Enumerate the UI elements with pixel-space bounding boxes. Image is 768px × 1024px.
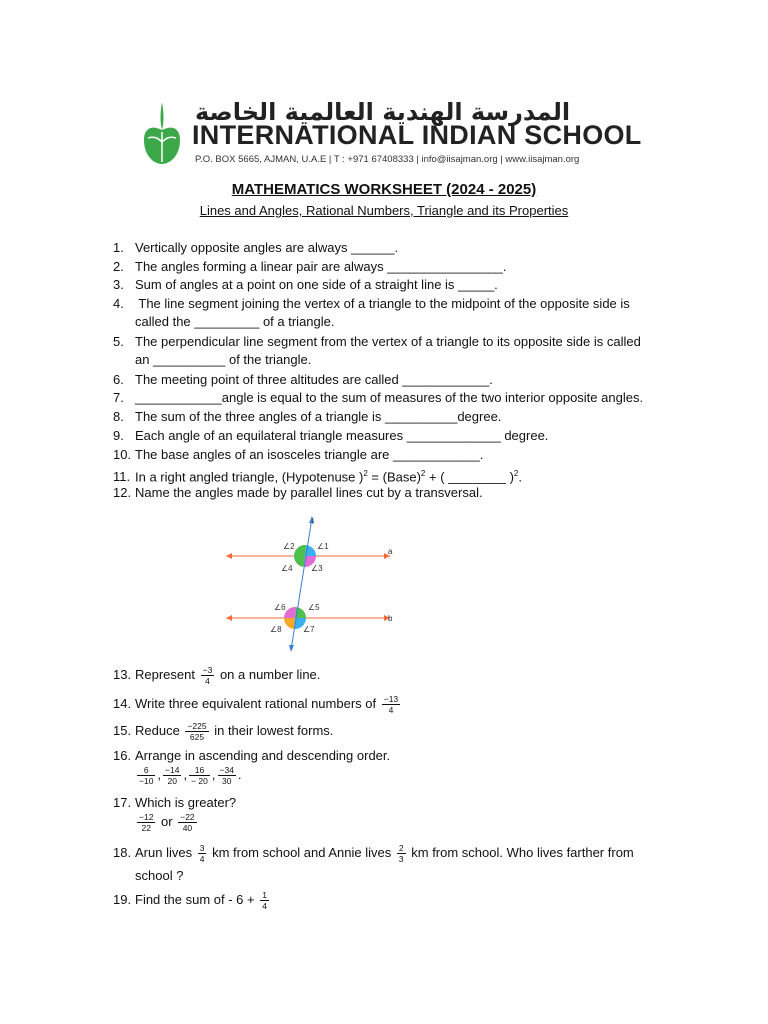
question-13: 13. Represent $\frac{-3}{4}$ on a number line. bbox=[113, 665, 321, 686]
question-15: 15. Reduce $\frac{-225}{625}$ in their lowest forms. bbox=[113, 721, 334, 742]
fraction: $\frac{-3}{4}$ bbox=[202, 665, 213, 686]
question-10: 10. The base angles of an isosceles triangle are ____________. bbox=[113, 447, 484, 462]
angle-label-7: ∠7 bbox=[303, 625, 315, 634]
question-16-fractions: $\frac{6}{-10}$ , $\frac{-14}{20}$ , $\frac{16}{- 20}$ , $\frac{-34}{30}$ . bbox=[139, 765, 242, 786]
angle-label-1: ∠1 bbox=[317, 542, 329, 551]
question-1: 1. Vertically opposite angles are always ______. bbox=[113, 240, 399, 255]
question-4: 4. The line segment joining the vertex of a triangle to the midpoint of the opposite side is called the _________ of a triangle. bbox=[113, 296, 630, 329]
school-header bbox=[140, 98, 640, 168]
school-name: INTERNATIONAL INDIAN SCHOOL bbox=[192, 120, 642, 150]
question-11: 11. In a right angled triangle, (Hypotenuse )$^2$ = (Base)$^2$ + ( ________ )$^2$. bbox=[113, 469, 522, 485]
fraction: $\frac{-34}{30}$ bbox=[219, 765, 234, 786]
question-8: 8. The sum of the three angles of a triangle is __________degree. bbox=[113, 409, 502, 424]
question-12: 12. Name the angles made by parallel lines cut by a transversal. bbox=[113, 485, 483, 500]
school-name-arabic: المدرسة الهندية العالمية الخاصة bbox=[195, 98, 571, 126]
fraction: $\frac{16}{- 20}$ bbox=[191, 765, 208, 786]
worksheet-subtitle: Lines and Angles, Rational Numbers, Triangle and its Properties bbox=[199, 203, 569, 218]
arrow-left-icon bbox=[226, 615, 232, 621]
question-9: 9. Each angle of an equilateral triangle measures _____________ degree. bbox=[113, 428, 549, 443]
question-3: 3. Sum of angles at a point on one side of a straight line is _____. bbox=[113, 277, 498, 292]
arrow-left-icon bbox=[226, 553, 232, 559]
fraction: $\frac{-12}{22}$ bbox=[139, 812, 154, 833]
fraction: $\frac{2}{3}$ bbox=[398, 843, 404, 864]
fraction: $\frac{6}{-10}$ bbox=[139, 765, 154, 786]
angle-label-5: ∠5 bbox=[308, 603, 320, 612]
fraction: $\frac{1}{4}$ bbox=[262, 890, 267, 911]
school-logo-icon bbox=[140, 100, 184, 166]
question-5: 5. The perpendicular line segment from the vertex of a triangle to its opposite side is called an __________ of the triangle. bbox=[113, 334, 641, 367]
question-6: 6. The meeting point of three altitudes are called ____________. bbox=[113, 372, 493, 387]
fraction: $\frac{3}{4}$ bbox=[199, 843, 205, 864]
arrow-down-icon bbox=[289, 645, 294, 652]
question-17-fractions: $\frac{-12}{22}$ or $\frac{-22}{40}$ bbox=[139, 812, 195, 833]
question-18-continued: school ? bbox=[135, 868, 184, 883]
angle-label-4: ∠4 bbox=[281, 564, 293, 573]
question-16: 16. Arrange in ascending and descending order. bbox=[113, 748, 391, 763]
question-19: 19. Find the sum of - 6 + $\frac{1}{4}$ bbox=[113, 890, 267, 911]
angle-label-3: ∠3 bbox=[311, 564, 323, 573]
question-2: 2. The angles forming a linear pair are always ________________. bbox=[113, 259, 507, 274]
angle-label-2: ∠2 bbox=[283, 542, 295, 551]
fraction: $\frac{-13}{4}$ bbox=[383, 694, 399, 715]
fraction: $\frac{-14}{20}$ bbox=[165, 765, 180, 786]
worksheet-title: MATHEMATICS WORKSHEET (2024 - 2025) bbox=[231, 181, 537, 198]
angle-label-6: ∠6 bbox=[274, 603, 286, 612]
label-a: a bbox=[388, 547, 393, 556]
angle-label-8: ∠8 bbox=[270, 625, 282, 634]
label-b: b bbox=[388, 614, 393, 623]
question-7: 7. ____________angle is equal to the sum of measures of the two interior opposite angles. bbox=[113, 390, 644, 405]
question-17: 17. Which is greater? bbox=[113, 795, 237, 810]
fraction: $\frac{-22}{40}$ bbox=[180, 812, 195, 833]
label-l: l bbox=[312, 517, 314, 526]
parallel-lines-figure bbox=[222, 510, 402, 655]
question-14: 14. Write three equivalent rational numbers of $\frac{-13}{4}$ bbox=[113, 694, 399, 715]
fraction: $\frac{-225}{625}$ bbox=[187, 721, 207, 742]
question-18: 18. Arun lives $\frac{3}{4}$ km from school and Annie lives $\frac{2}{3}$ km from school. Who lives farther from bbox=[113, 843, 634, 864]
school-contact: P.O. BOX 5665, AJMAN, U.A.E | T : +971 67408333 | info@iisajman.org | www.iisajman.org bbox=[195, 154, 580, 165]
